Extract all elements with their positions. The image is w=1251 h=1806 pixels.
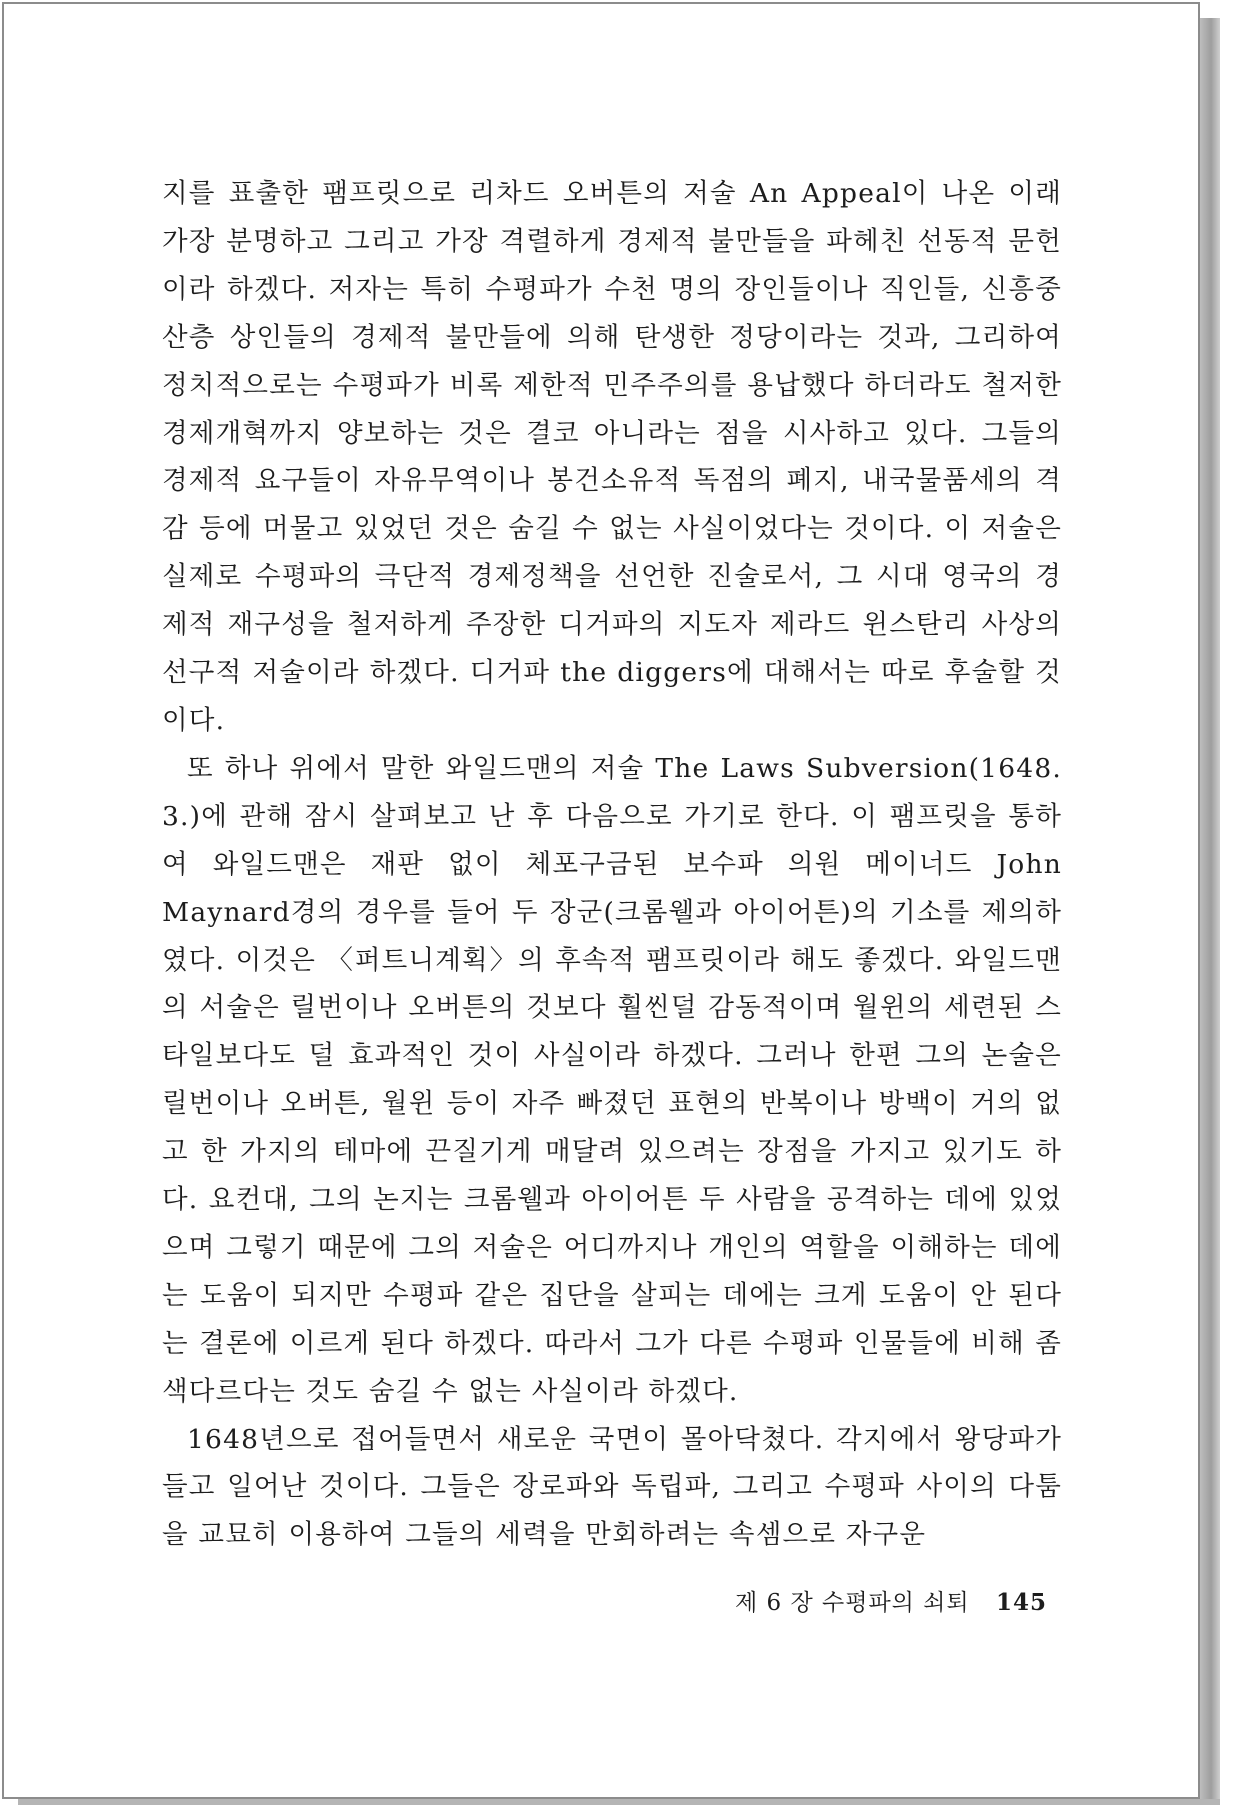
page-edge-shadow xyxy=(1200,18,1220,1803)
running-footer-chapter: 제 6 장 수평파의 쇠퇴 xyxy=(735,1590,970,1616)
page-body xyxy=(162,170,1062,1559)
paragraph-1648: 1648년으로 접어들면서 새로운 국면이 몰아닥쳤다. 각지에서 왕당파가 들고 일어난 것이다. 그들은 장로파와 독립파, 그리고 수평파 사이의 다툼을 교묘히 이용하여 그들의 세력을 만회하려는 속셈으로 자구운 xyxy=(162,1423,1062,1551)
page-bottom-shadow xyxy=(18,1799,1220,1805)
paragraph-wildman: 또 하나 위에서 말한 와일드맨의 저술 The Laws Subversion(1648. 3.)에 관해 잠시 살펴보고 난 후 다음으로 가기로 한다. 이 팸프릿을 통하여 와일드맨은 재판 없이 체포구금된 보수파 의원 메이너드 John Maynard경의 경우를 들어 두 장군(크롬웰과 아이어튼)의 기소를 제의하였다. 이것은 〈퍼트니계획〉의 후속적 팸프릿이라 해도 좋겠다. 와일드맨의 서술은 릴번이나 오버튼의 것보다 훨씬덜 감동적이며 월윈의 세련된 스타일보다도 덜 효과적인 것이 사실이라 하겠다. 그러나 한편 그의 논술은 릴번이나 오버튼, 월윈 등이 자주 빠졌던 표현의 반복이나 방백이 거의 없고 한 가지의 테마에 끈질기게 매달려 있으려는 장점을 가지고 있기도 하다. 요컨대, 그의 논지는 크롬웰과 아이어튼 두 사람을 공격하는 데에 있었으며 그렇기 때문에 그의 저술은 어디까지나 개인의 역할을 이해하는 데에는 도움이 되지만 수평파 같은 집단을 살피는 데에는 크게 도움이 안 된다는 결론에 이르게 된다 하겠다. 따라서 그가 다른 수평파 인물들에 비해 좀 색다르다는 것도 숨길 수 없는 사실이라 하겠다. xyxy=(162,752,1063,1407)
paragraph-continued: 지를 표출한 팸프릿으로 리차드 오버튼의 저술 An Appeal이 나온 이래 가장 분명하고 그리고 가장 격렬하게 경제적 불만들을 파헤친 선동적 문헌이라 하겠다. 저자는 특히 수평파가 수천 명의 장인들이나 직인들, 신흥중산층 상인들의 경제적 불만들에 의해 탄생한 정당이라는 것과, 그리하여 정치적으로는 수평파가 비록 제한적 민주주의를 용납했다 하더라도 철저한 경제개혁까지 양보하는 것은 결코 아니라는 점을 시사하고 있다. 그들의 경제적 요구들이 자유무역이나 봉건소유적 독점의 폐지, 내국물품세의 격감 등에 머물고 있었던 것은 숨길 수 없는 사실이었다는 것이다. 이 저술은 실제로 수평파의 극단적 경제정책을 선언한 진술로서, 그 시대 영국의 경제적 재구성을 철저하게 주장한 디거파의 지도자 제라드 윈스탄리 사상의 선구적 저술이라 하겠다. 디거파 the diggers에 대해서는 따로 후술할 것이다. xyxy=(162,178,1062,736)
page-footer xyxy=(735,1583,1065,1623)
page-number: 145 xyxy=(995,1589,1047,1616)
